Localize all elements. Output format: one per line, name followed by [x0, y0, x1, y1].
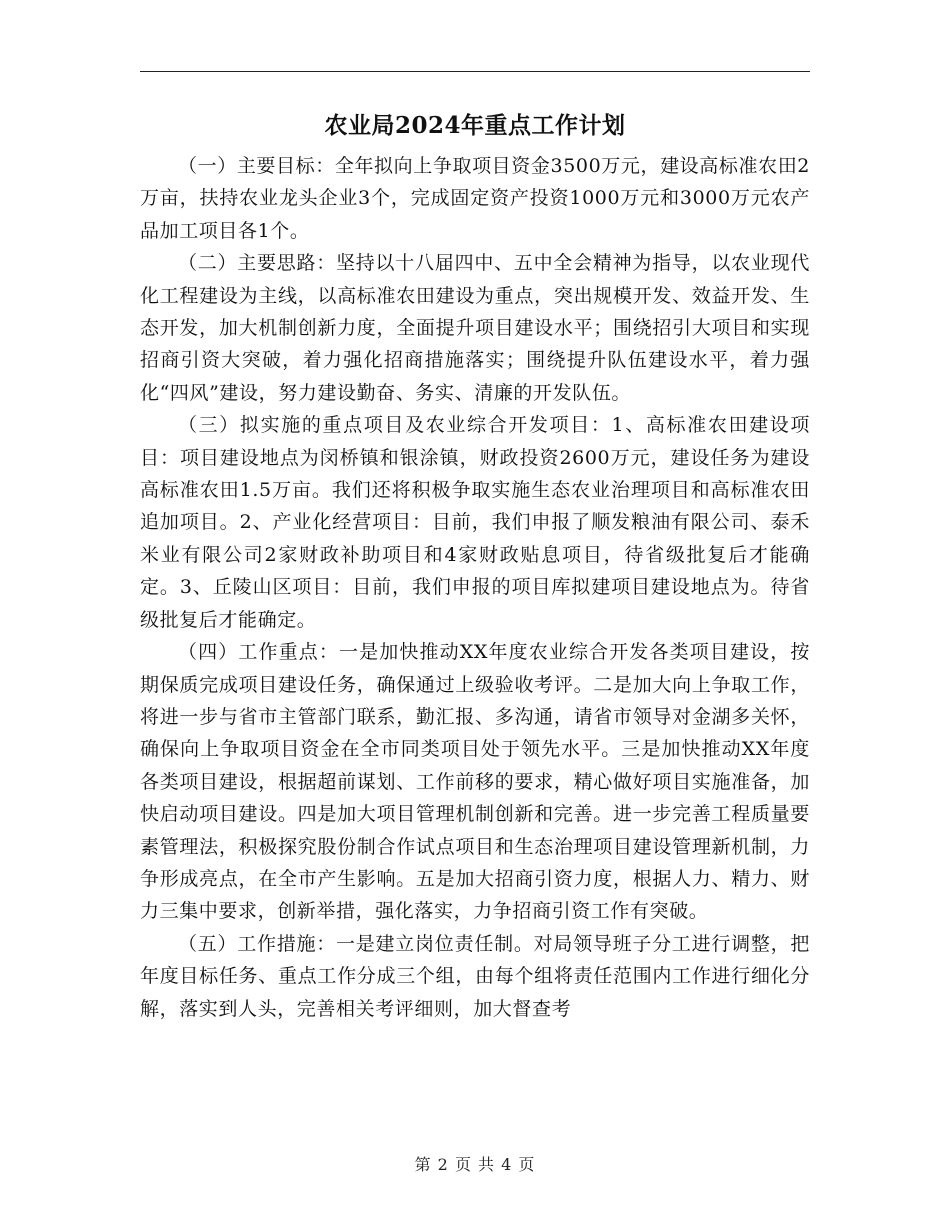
paragraph-work-focus: （四）工作重点：一是加快推动XX年度农业综合开发各类项目建设，按期保质完成项目建设任务，确保通过上级验收考评。二是加大向上争取工作，将进一步与省市主管部门联系，勤汇报、多沟通，请省市领导对金湖多关怀，确保向上争取项目资金在全市同类项目处于领先水平。三是加快推动XX年度各类项目建设，根据超前谋划、工作前移的要求，精心做好项目实施准备，加快启动项目建设。四是加大项目管理机制创新和完善。进一步完善工程质量要素管理法，积极探究股份制合作试点项目和生态治理项目建设管理新机制，力争形成亮点，在全市产生影响。五是加大招商引资力度，根据人力、精力、财力三集中要求，创新举措，强化落实，力争招商引资工作有突破。	[140, 641, 810, 923]
paragraph-key-projects: （三）拟实施的重点项目及农业综合开发项目：1、高标准农田建设项目：项目建设地点为闵桥镇和银涂镇，财政投资2600万元，建设任务为建设高标准农田1.5万亩。我们还将积极争取实施生态农业治理项目和高标准农田追加项目。2、产业化经营项目：目前，我们申报了顺发粮油有限公司、泰禾米业有限公司2家财政补助项目和4家财政贴息项目，待省级批复后才能确定。3、丘陵山区项目：目前，我们申报的项目库拟建项目建设地点为。待省级批复后才能确定。	[140, 414, 810, 631]
document-title: 农业局2024年重点工作计划	[324, 112, 626, 139]
paragraph-main-ideas: （二）主要思路：坚持以十八届四中、五中全会精神为指导，以农业现代化工程建设为主线，以高标准农田建设为重点，突出规模开发、效益开发、生态开发，加大机制创新力度，全面提升项目建设水平；围绕招引大项目和实现招商引资大突破，着力强化招商措施落实；围绕提升队伍建设水平，着力强化“四风”建设，努力建设勤奋、务实、清廉的开发队伍。	[140, 252, 810, 404]
paragraph-work-measures: （五）工作措施：一是建立岗位责任制。对局领导班子分工进行调整，把年度目标任务、重点工作分成三个组，由每个组将责任范围内工作进行细化分解，落实到人头，完善相关考评细则，加大督查考	[140, 932, 810, 1020]
paragraph-main-goals: （一）主要目标：全年拟向上争取项目资金3500万元，建设高标准农田2万亩，扶持农业龙头企业3个，完成固定资产投资1000万元和3000万元农产品加工项目各1个。	[140, 155, 810, 242]
header-rule	[140, 71, 810, 72]
document-body	[140, 150, 810, 1025]
page-number-footer: 第 2 页 共 4 页	[414, 1155, 536, 1174]
